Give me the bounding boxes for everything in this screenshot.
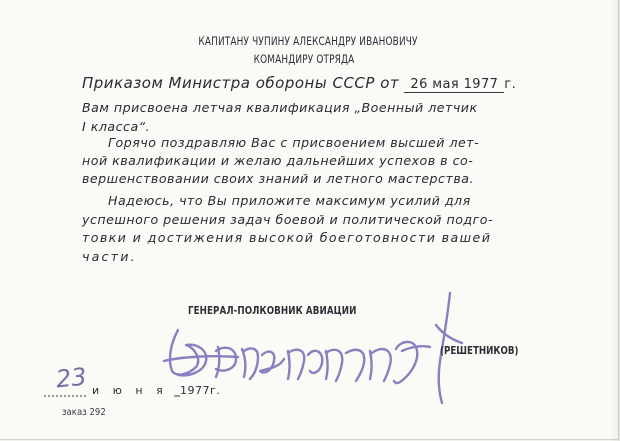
body-line-6: Надеюсь, что Вы приложите максимум усилий для <box>108 193 471 208</box>
print-order-number: заказ 292 <box>62 407 106 418</box>
body-line-9: части. <box>82 249 137 264</box>
order-line <box>82 74 516 92</box>
body-line-1: Вам присвоена летчая квалификация „Военный летчик <box>82 100 478 115</box>
addressee-line-2: КОМАНДИРУ ОТРЯДА <box>253 52 355 66</box>
order-date: 26 мая 1977 <box>404 77 504 93</box>
body-line-2: I класса“. <box>82 119 151 134</box>
body-line-8: товки и достижения высокой боеготовности вашей <box>82 230 492 245</box>
body-line-3: Горячо поздравляю Вас с присвоением высшей лет- <box>108 135 480 150</box>
order-date-suffix: г. <box>504 77 517 92</box>
page-edge-shadow <box>610 0 620 441</box>
body-line-7: успешного решения задач боевой и политической подго- <box>82 212 493 227</box>
issue-date-year: 1977г. <box>180 384 221 397</box>
issue-date-month: и ю н я <box>92 384 168 397</box>
body-line-5: вершенствовании своих знаний и летного мастерства. <box>82 171 474 186</box>
addressee-line-1: КАПИТАНУ ЧУПИНУ АЛЕКСАНДРУ ИВАНОВИЧУ <box>198 34 418 48</box>
body-line-4: ной квалификации и желаю дальнейших успехов в со- <box>82 153 474 168</box>
issue-date-day: 23 <box>54 362 88 394</box>
order-prefix: Приказом Министра обороны СССР от <box>82 74 400 92</box>
signer-name: (РЕШЕТНИКОВ) <box>440 345 519 357</box>
signer-title: ГЕНЕРАЛ-ПОЛКОВНИК АВИАЦИИ <box>188 305 357 317</box>
